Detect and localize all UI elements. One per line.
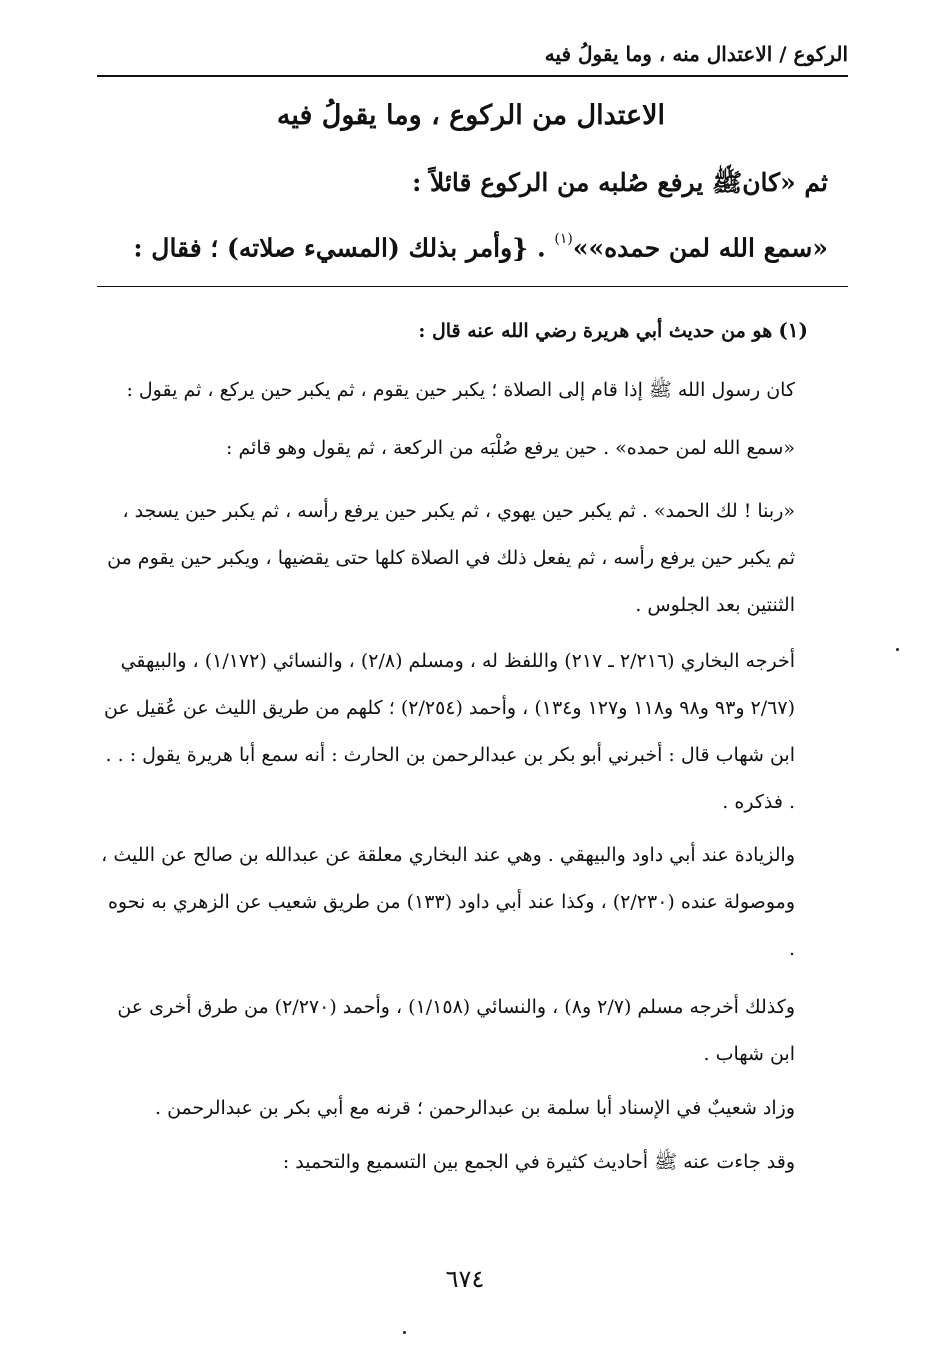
footnote-takhrij-5: وقد جاءت عنه ﷺ أحاديث كثيرة في الجمع بين التسميع والتحميد : [282,1151,795,1173]
footnote-intro [100,312,808,349]
footnote-reference: (١) [554,231,573,247]
footnote-hadith-3: «ربنا ! لك الحمد» . ثم يكبر حين يهوي ، ثم يكبر حين يرفع رأسه ، ثم يكبر حين يسجد ، ثم يكبر حين يرفع رأسه ، ثم يفعل ذلك في الصلاة كلها حتى يقضيها ، ويكبر حين يقوم من الثنتين بعد الجلوس . [107,500,795,616]
footnote-takhrij-3: وكذلك أخرجه مسلم (٢/٧ و٨) ، والنسائي (١/١٥٨) ، وأحمد (٢/٢٧٠) من طرق أخرى عن ابن شهاب . [117,996,795,1065]
footnote-takhrij-1: أخرجه البخاري (٢/٢١٦ ـ ٢١٧) واللفظ له ، ومسلم (٢/٨) ، والنسائي (١/١٧٢) ، والبيهقي (٢/٦٧ و٩٣ و٩٨ و١١٨ و١٢٧ و١٣٤) ، وأحمد (٢/٢٥٤) ؛ كلهم من طريق الليث عن عُقيل عن ابن شهاب قال : أخبرني أبو بكر بن عبدالرحمن بن الحارث : أنه سمع أبا هريرة يقول : . . . فذكره . [103,650,795,813]
header-divider [97,75,848,77]
scan-speck [896,648,899,651]
section-title: الاعتدال من الركوع ، وما يقولُ فيه [276,100,665,131]
running-header: الركوع / الاعتدال منه ، وما يقولُ فيه [544,42,848,66]
footnote-divider [97,286,848,287]
footnote-hadith-1: كان رسول الله ﷺ إذا قام إلى الصلاة ؛ يكبر حين يقوم ، ثم يكبر حين يركع ، ثم يقول : [126,379,795,401]
footnote-hadith-2: «سمع الله لمن حمده» . حين يرفع صُلْبَه من الركعة ، ثم يقول وهو قائم : [226,437,795,459]
main-text-continuation: . {وأمر بذلك (المسيء صلاته) ؛ فقال : [133,233,555,263]
footnote-number: (١) [778,318,808,342]
footnote-intro-text: هو من حديث أبي هريرة رضي الله عنه قال : [418,320,773,342]
main-text-line-1: ثم «كانﷺ يرفع صُلبه من الركوع قائلاً : [412,168,828,197]
scan-speck [403,1331,406,1334]
main-text-line-2 [98,222,828,269]
page-number: ٦٧٤ [445,1265,485,1293]
footnote-takhrij-2: والزيادة عند أبي داود والبيهقي . وهي عند البخاري معلقة عن عبدالله بن صالح عن الليث ، وموصولة عنده (٢/٢٣٠) ، وكذا عند أبي داود (١٣٣) من طريق شعيب عن الزهري به نحوه . [101,844,795,960]
main-quote: «سمع الله لمن حمده»» [572,233,828,263]
footnote-takhrij-4: وزاد شعيبٌ في الإسناد أبا سلمة بن عبدالرحمن ؛ قرنه مع أبي بكر بن عبدالرحمن . [155,1097,795,1119]
